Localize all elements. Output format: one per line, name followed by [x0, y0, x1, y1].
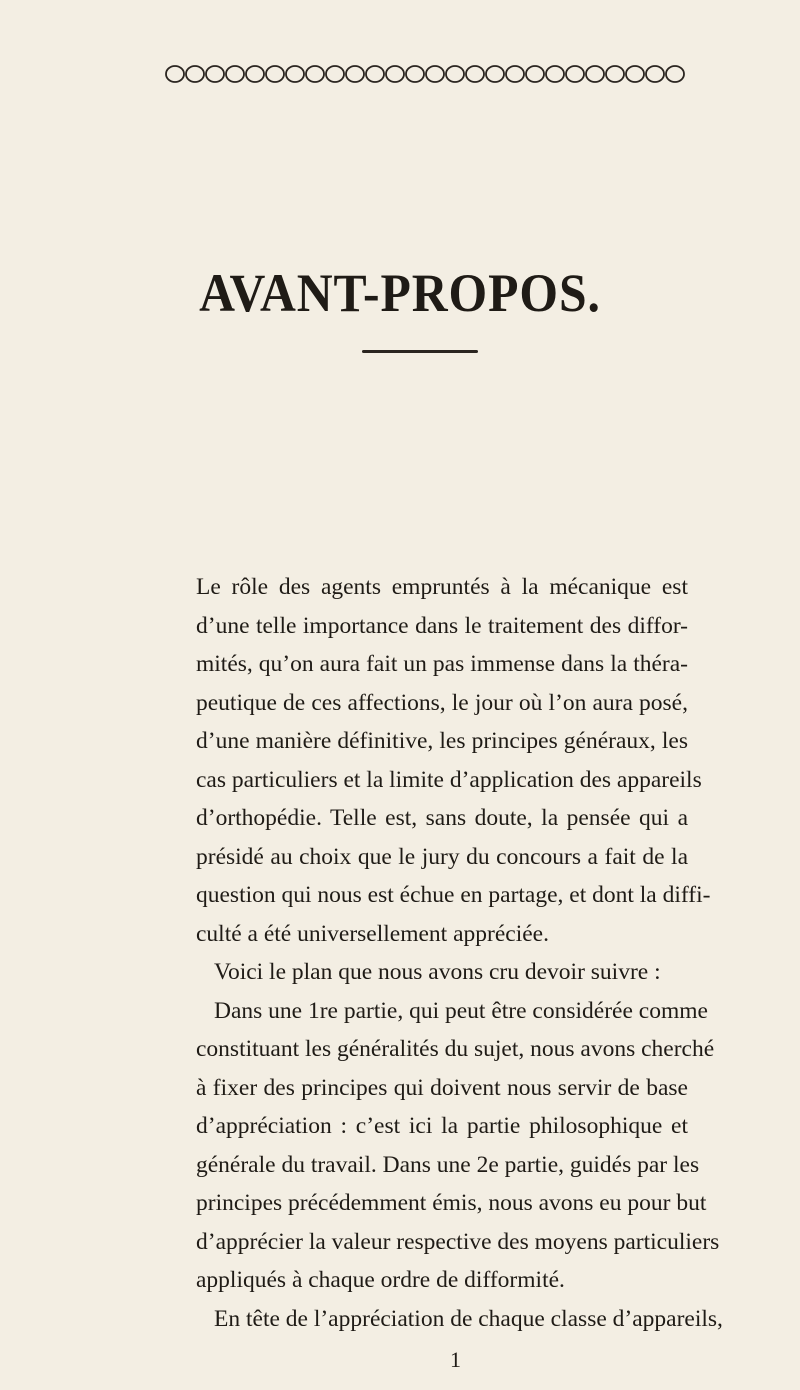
ornament-oval — [286, 66, 304, 82]
ornament-oval — [186, 66, 204, 82]
ornament-oval — [346, 66, 364, 82]
text-line: culté a été universellement appréciée. — [196, 920, 549, 947]
text-line: à fixer des principes qui doivent nous servir de base — [196, 1074, 688, 1101]
title-divider — [362, 350, 478, 353]
text-line: peutique de ces affections, le jour où l’on aura posé, — [196, 689, 688, 716]
text-line: d’orthopédie. Telle est, sans doute, la pensée qui a — [196, 805, 688, 831]
text-line: d’une telle importance dans le traitement des diffor- — [196, 612, 688, 639]
text-line: d’une manière définitive, les principes généraux, les — [196, 728, 688, 754]
text-line: d’apprécier la valeur respective des moyens particuliers — [196, 1228, 720, 1255]
ornament-oval — [366, 66, 384, 82]
ornament-oval — [226, 66, 244, 82]
ornament-border-icon — [165, 62, 685, 86]
text-line: cas particuliers et la limite d’application des appareils — [196, 766, 702, 793]
ornament-oval — [506, 66, 524, 82]
ornament-oval — [326, 66, 344, 82]
text-line: question qui nous est échue en partage, et dont la diffi- — [196, 882, 711, 908]
ornament-oval — [266, 66, 284, 82]
text-line: Dans une 1re partie, qui peut être considérée comme — [214, 997, 708, 1024]
ornament-oval — [586, 66, 604, 82]
ornament-oval — [306, 66, 324, 82]
text-line: d’appréciation : c’est ici la partie philosophique et — [196, 1113, 688, 1139]
ornament-oval — [406, 66, 424, 82]
ornament-oval — [446, 66, 464, 82]
ornament-oval — [666, 66, 684, 82]
text-line: générale du travail. Dans une 2e partie, guidés par les — [196, 1151, 700, 1178]
signature-mark: 1 — [450, 1347, 461, 1372]
ornament-oval — [466, 66, 484, 82]
ornament-oval — [646, 66, 664, 82]
ornament-oval — [606, 66, 624, 82]
body-text — [196, 568, 723, 1338]
text-line: Le rôle des agents empruntés à la mécanique est — [196, 574, 688, 600]
ornament-oval — [566, 66, 584, 82]
ornament-oval — [386, 66, 404, 82]
ornament-oval — [486, 66, 504, 82]
text-line: appliqués à chaque ordre de difformité. — [196, 1267, 565, 1293]
ornament-oval — [426, 66, 444, 82]
text-line: principes précédemment émis, nous avons eu pour but — [196, 1190, 707, 1216]
ornament-oval — [166, 66, 184, 82]
ornament-oval — [246, 66, 264, 82]
ornament-oval — [546, 66, 564, 82]
text-line: mités, qu’on aura fait un pas immense dans la théra- — [196, 651, 688, 677]
ornament-oval — [206, 66, 224, 82]
page-title: AVANT-PROPOS. — [199, 263, 601, 323]
ornament-oval — [626, 66, 644, 82]
text-line: Voici le plan que nous avons cru devoir suivre : — [214, 959, 661, 985]
text-line: constituant les généralités du sujet, nous avons cherché — [196, 1036, 715, 1062]
text-line: En tête de l’appréciation de chaque classe d’appareils, — [214, 1305, 723, 1332]
ornament-oval — [526, 66, 544, 82]
text-line: présidé au choix que le jury du concours a fait de la — [196, 843, 688, 870]
